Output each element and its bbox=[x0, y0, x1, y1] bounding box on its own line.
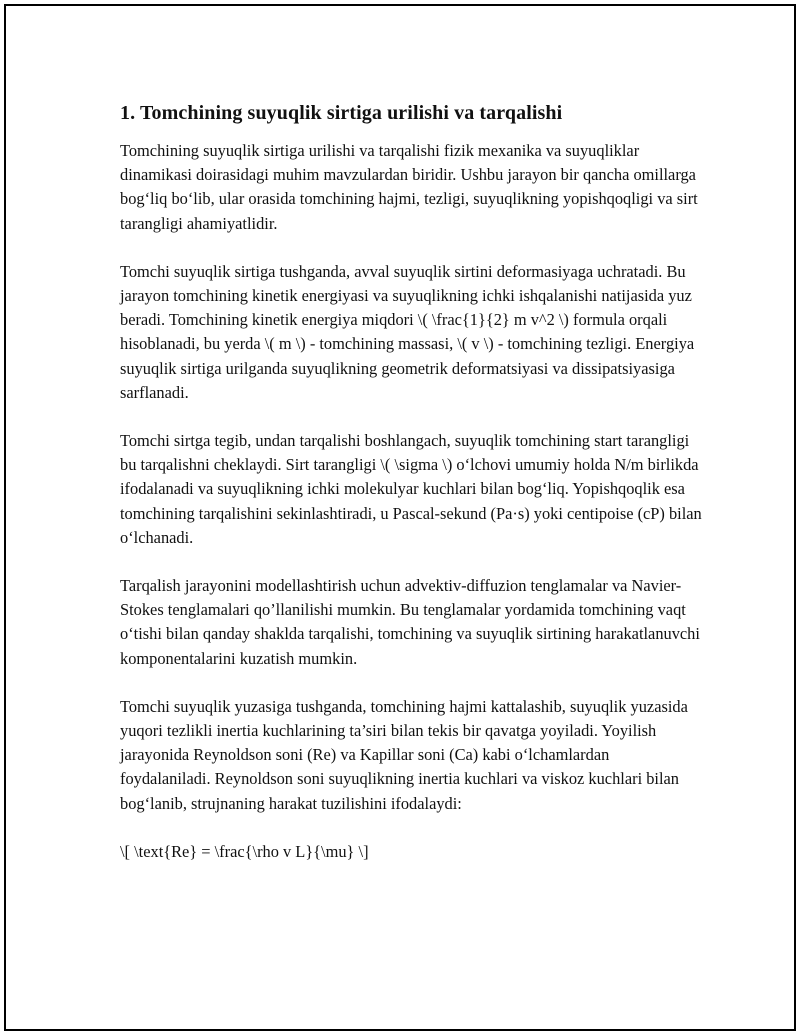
paragraph-modelling: Tarqalish jarayonini modellashtirish uchun advektiv-diffuzion tenglamalar va Navier-Stokes tenglamalari qo’llanilishi mumkin. Bu tenglamalar yordamida tomchining vaqt o‘tishi bilan qanday shaklda tarqalishi, tomchining va suyuqlik sirtining harakatlanuvchi komponentalarini kuzatish mumkin. bbox=[120, 576, 700, 668]
page-frame bbox=[4, 4, 796, 1031]
paragraph-reynolds: Tomchi suyuqlik yuzasiga tushganda, tomchining hajmi kattalashib, suyuqlik yuzasida yuqori tezlikli inertia kuchlarining ta’siri bilan tekis bir qavatga yoyiladi. Yoyilish jarayonida Reynoldson soni (Re) va Kapillar soni (Ca) kabi o‘lchamlardan foydalaniladi. Reynoldson soni suyuqlikning inertia kuchlari va viskoz kuchlari bilan bog‘lanib, strujnaning harakat tuzilishini ifodalaydi: bbox=[120, 696, 688, 813]
paragraph-kinetic-energy: Tomchi suyuqlik sirtiga tushganda, avval suyuqlik sirtini deformasiyaga uchratadi. Bu jarayon tomchining kinetik energiyasi va suyuqlikning ichki ishqalanishi natijasida yuz beradi. Tomchining kinetik energiya miqdori \( \frac{1}{2} m v^2 \) formula orqali hisoblanadi, bu yerda \( m \) - tomchining massasi, \( v \) - tomchining tezligi. Energiya suyuqlik sirtiga urilganda suyuqlikning geometrik deformatsiyasi va dissipatsiyasiga sarflanadi. bbox=[120, 261, 695, 402]
document-body bbox=[120, 100, 702, 864]
paragraph-intro: Tomchining suyuqlik sirtiga urilishi va tarqalishi fizik mexanika va suyuqliklar dinamikasi doirasidagi muhim mavzulardan biridir. Ushbu jarayon bir qancha omillarga bog‘liq bo‘lib, ular orasida tomchining hajmi, tezligi, suyuqlikning yopishqoqligi va sirt tarangligi ahamiyatlidir. bbox=[120, 141, 698, 233]
formula-reynolds: \[ \text{Re} = \frac{\rho v L}{\mu} \] bbox=[120, 841, 369, 861]
paragraph-surface-tension: Tomchi sirtga tegib, undan tarqalishi boshlangach, suyuqlik tomchining start tarangligi bu tarqalishni cheklaydi. Sirt tarangligi \( \sigma \) o‘lchovi umumiy holda N/m birlikda ifodalanadi va suyuqlikning ichki molekulyar kuchlari bilan bog‘liq. Yopishqoqlik esa tomchining tarqalishini sekinlashtiradi, u Pascal-sekund (Pa·s) yoki centipoise (cP) bilan o‘lchanadi. bbox=[120, 431, 702, 547]
section-heading: 1. Tomchining suyuqlik sirtiga urilishi va tarqalishi bbox=[120, 102, 563, 124]
